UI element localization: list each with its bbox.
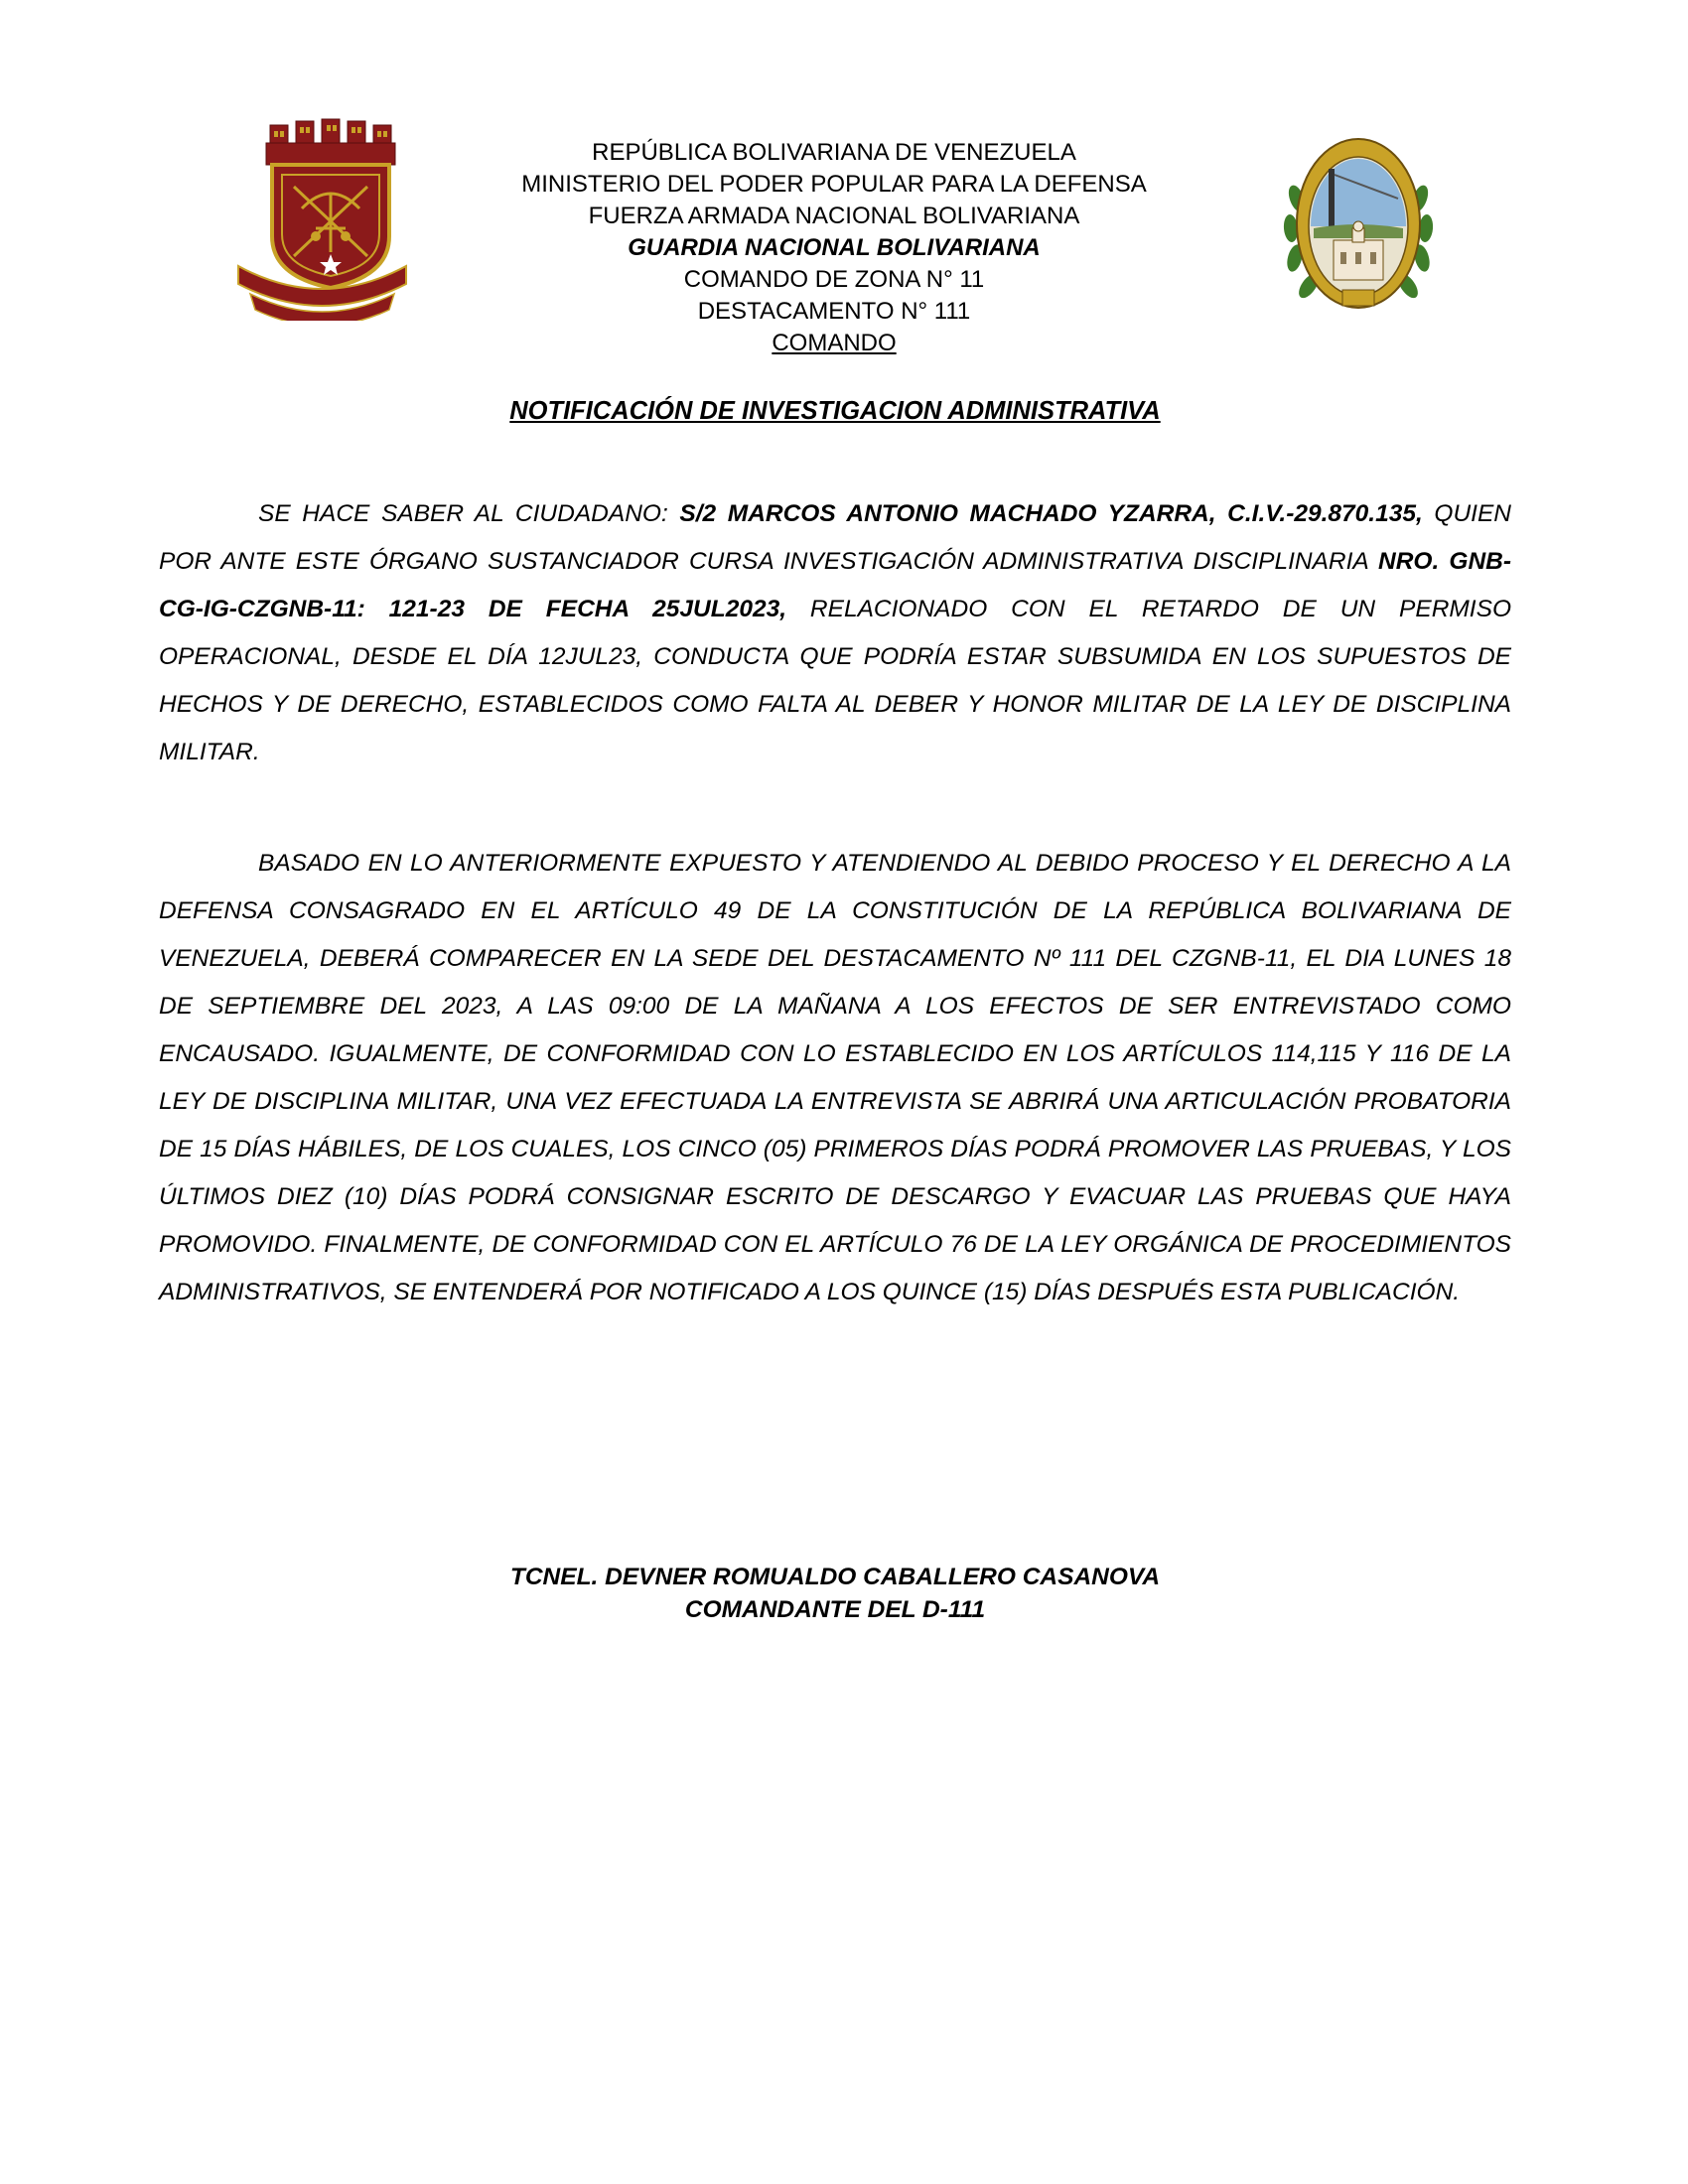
guardia-nacional-seal [230, 117, 414, 321]
p2-text: BASADO EN LO ANTERIORMENTE EXPUESTO Y ATENDIENDO AL DEBIDO PROCESO Y EL DERECHO A LA DEFENSA CONSAGRADO EN EL ARTÍCULO 49 DE LA CONSTITUCIÓN DE LA REPÚBLICA BOLIVARIANA DE VENEZUELA, DEBERÁ COMPARECER EN LA SEDE DEL DESTACAMENTO Nº 111 DEL CZGNB-11, EL DIA LUNES 18 DE SEPTIEMBRE DEL 2023, A LAS 09:00 DE LA MAÑANA A LOS EFECTOS DE SER ENTREVISTADO COMO ENCAUSADO. IGUALMENTE, DE CONFORMIDAD CON LO ESTABLECIDO EN LOS ARTÍCULOS 114,115 Y 116 DE LA LEY DE DISCIPLINA MILITAR, UNA VEZ EFECTUADA LA ENTREVISTA SE ABRIRÁ UNA ARTICULACIÓN PROBATORIA DE 15 DÍAS HÁBILES, DE LOS CUALES, LOS CINCO (05) PRIMEROS DÍAS PODRÁ PROMOVER LAS PRUEBAS, Y LOS ÚLTIMOS DIEZ (10) DÍAS PODRÁ CONSIGNAR ESCRITO DE DESCARGO Y EVACUAR LAS PRUEBAS QUE HAYA PROMOVIDO. FINALMENTE, DE CONFORMIDAD CON EL ARTÍCULO 76 DE LA LEY ORGÁNICA DE PROCEDIMIENTOS ADMINISTRATIVOS, SE ENTENDERÁ POR NOTIFICADO A LOS QUINCE (15) DÍAS DESPUÉS ESTA PUBLICACIÓN. [159, 850, 1511, 1305]
signatory-role: COMANDANTE DEL D-111 [684, 1596, 986, 1623]
header-armed-forces: FUERZA ARMADA NACIONAL BOLIVARIANA [588, 203, 1080, 229]
header-ministry: MINISTERIO DEL PODER POPULAR PARA LA DEFENSA [521, 171, 1147, 198]
summons-paragraph [159, 840, 1511, 1316]
header-country: REPÚBLICA BOLIVARIANA DE VENEZUELA [592, 139, 1076, 166]
letterhead [417, 137, 1251, 359]
signature-block [159, 1561, 1511, 1626]
p1-text-2: QUIEN POR ANTE ESTE ÓRGANO SUSTANCIADOR CURSA INVESTIGACIÓN ADMINISTRATIVA DISCIPLINARIA [159, 500, 1512, 575]
header-detachment: DESTACAMENTO N° 111 [697, 298, 971, 325]
signatory-name: TCNEL. DEVNER ROMUALDO CABALLERO CASANOVA [509, 1564, 1161, 1590]
destacamento-111-seal [1279, 129, 1438, 328]
p1-text-3: RELACIONADO CON EL RETARDO DE UN PERMISO OPERACIONAL, DESDE EL DÍA 12JUL23, CONDUCTA QUE PODRÍA ESTAR SUBSUMIDA EN LOS SUPUESTOS DE HECHOS Y DE DERECHO, ESTABLECIDOS COMO FALTA AL DEBER Y HONOR MILITAR DE LA LEY DE DISCIPLINA MILITAR. [159, 596, 1512, 765]
document-title: NOTIFICACIÓN DE INVESTIGACION ADMINISTRATIVA [509, 397, 1161, 425]
p1-case-number: NRO. GNB-CG-IG-CZGNB-11: 121-23 DE FECHA 25JUL2023, [159, 548, 1511, 622]
notification-paragraph [159, 490, 1511, 776]
p1-citizen-id: S/2 MARCOS ANTONIO MACHADO YZARRA, C.I.V.-29.870.135, [679, 500, 1423, 527]
header-command: COMANDO [772, 330, 897, 356]
p1-text-1: SE HACE SABER AL CIUDADANO: [258, 500, 680, 527]
header-zone-command: COMANDO DE ZONA N° 11 [683, 266, 985, 293]
header-guard: GUARDIA NACIONAL BOLIVARIANA [628, 234, 1041, 261]
